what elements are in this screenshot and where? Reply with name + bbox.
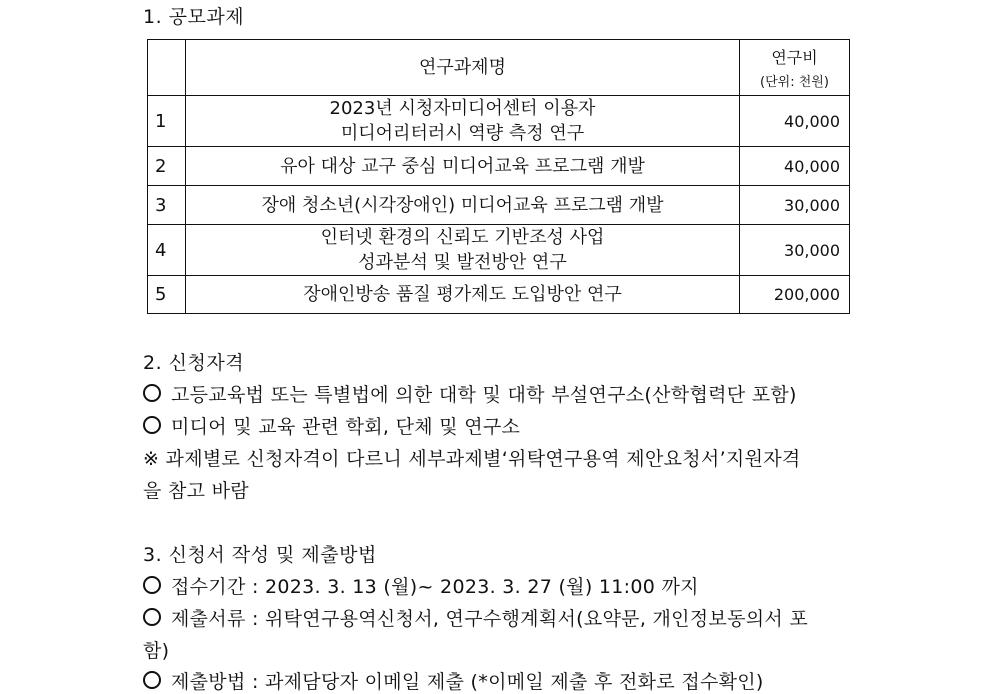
list-item-text: 고등교육법 또는 특별법에 의한 대학 및 대학 부설연구소(산학협력단 포함) (171, 384, 797, 406)
table-header-row (148, 40, 850, 96)
row-title: 장애 청소년(시각장애인) 미디어교육 프로그램 개발 (186, 186, 740, 225)
row-number: 4 (148, 225, 186, 276)
row-cost: 40,000 (740, 96, 850, 147)
circle-bullet-icon (143, 416, 161, 434)
header-cost-label: 연구비 (771, 48, 818, 67)
table-row (148, 225, 850, 276)
note-line: 을 참고 바람 (143, 480, 249, 502)
row-number: 2 (148, 147, 186, 186)
row-cost: 30,000 (740, 186, 850, 225)
circle-bullet-icon (143, 671, 161, 689)
projects-table (147, 39, 850, 314)
row-title-line2: 미디어리터러시 역량 측정 연구 (340, 123, 585, 144)
list-item-continuation: 함) (143, 640, 170, 662)
table-row (148, 147, 850, 186)
note-line: ※ 과제별로 신청자격이 다르니 세부과제별‘위탁연구용역 제안요청서’지원자격 (143, 448, 801, 470)
row-cost: 200,000 (740, 276, 850, 314)
row-cost: 40,000 (740, 147, 850, 186)
circle-bullet-icon (143, 576, 161, 594)
header-cost-cell (740, 40, 850, 96)
circle-bullet-icon (143, 608, 161, 626)
row-number: 5 (148, 276, 186, 314)
row-title: 장애인방송 품질 평가제도 도입방안 연구 (186, 276, 740, 314)
header-no-cell (148, 40, 186, 96)
row-title (186, 96, 740, 147)
list-item (143, 604, 808, 631)
list-item (143, 572, 699, 599)
list-item-text: 미디어 및 교육 관련 학회, 단체 및 연구소 (171, 416, 521, 438)
row-title-line2: 성과분석 및 발전방안 연구 (358, 252, 567, 273)
section-title-3: 3. 신청서 작성 및 제출방법 (143, 544, 377, 566)
row-title-line1: 2023년 시청자미디어센터 이용자 (329, 98, 596, 119)
row-title (186, 225, 740, 276)
table-row (148, 186, 850, 225)
row-cost: 30,000 (740, 225, 850, 276)
row-number: 3 (148, 186, 186, 225)
list-item (143, 412, 520, 439)
row-title: 유아 대상 교구 중심 미디어교육 프로그램 개발 (186, 147, 740, 186)
header-title-cell: 연구과제명 (186, 40, 740, 96)
section-title-2: 2. 신청자격 (143, 352, 245, 374)
list-item (143, 380, 797, 407)
header-cost-unit: (단위: 천원) (760, 75, 829, 90)
row-title-line1: 인터넷 환경의 신뢰도 기반조성 사업 (320, 227, 605, 248)
list-item-text: 접수기간 : 2023. 3. 13 (월)~ 2023. 3. 27 (월) 11:00 까지 (171, 576, 699, 598)
table-row (148, 276, 850, 314)
list-item (143, 667, 764, 694)
list-item-text: 제출방법 : 과제담당자 이메일 제출 (*이메일 제출 후 전화로 접수확인) (171, 671, 764, 693)
list-item-text: 제출서류 : 위탁연구용역신청서, 연구수행계획서(요약문, 개인정보동의서 포 (171, 608, 809, 630)
table-row (148, 96, 850, 147)
row-number: 1 (148, 96, 186, 147)
circle-bullet-icon (143, 384, 161, 402)
section-title-1: 1. 공모과제 (143, 6, 245, 28)
